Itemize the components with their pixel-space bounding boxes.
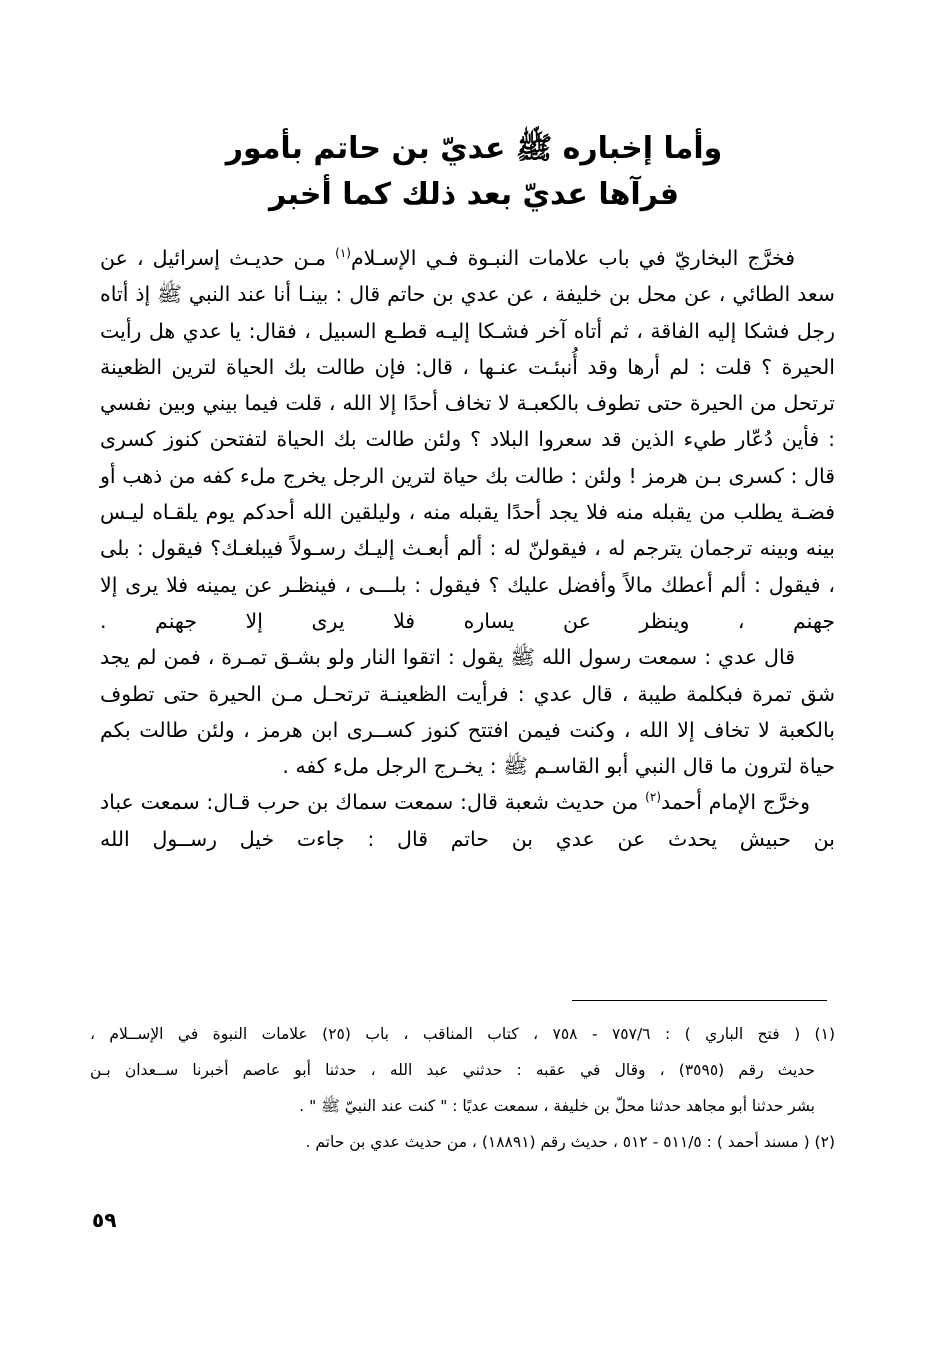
footnotes [90,1016,835,1160]
footnote-1-line-2: حديث رقم (٣٥٩٥) ، وقال في عقبه : حدثني عبد الله ، حدثنا أبو عاصم أخبرنا ســعدان بـن [90,1061,815,1079]
chapter-title-line-2: فرآها عديّ بعد ذلك كما أخبر [269,177,679,212]
footnote-1-line-3: بشر حدثنا أبو مجاهد حدثنا محلّ بن خليفة ، سمعت عديًا : " كنت عند النبيّ ﷺ " . [299,1097,815,1115]
paragraph-3-start: وخرَّج الإمام أحمد [661,790,810,815]
paragraph-3-rest: من حديث شعبة قال: سمعت سماك بن حرب قـال: سمعت عباد بن حبيش يحدث عن عدي بن حاتم قال : جاءت خيل رســول الله [100,790,835,851]
footnote-ref-1[interactable]: (١) [335,246,351,261]
main-text [100,240,835,857]
paragraph-1-start: فخرَّج البخاريّ في باب علامات النبـوة فـي الإسـلام [350,246,795,270]
paragraph-1 [100,240,835,639]
paragraph-2: قال عدي : سمعت رسول الله ﷺ يقول : اتقوا النار ولو بشـق تمـرة ، فمن لم يجد شق تمرة فبكلمة طيبة ، قال عدي : فرأيت الظعينـة ترتحـل مـن الحيرة حتى تطوف بالكعبة لا تخاف إلا الله ، وكنت فيمن افتتح كنوز كســرى ابن هرمز ، ولئن طالت بكم حياة لترون ما قال النبي أبو القاسـم ﷺ : يخـرج الرجل ملء كفه . [100,645,835,779]
footnote-separator [572,1000,827,1001]
footnote-1-line-1: (١) ( فتح الباري ) : ٧٥٧/٦ - ٧٥٨ ، كتاب المناقب ، باب (٢٥) علامات النبوة في الإســلام ، [90,1025,835,1043]
paragraph-1-rest: مـن حديـث إسرائيل ، عن سعد الطائي ، عن محل بن خليفة ، عن عدي بن حاتم قال : بينـا أنا عند النبي ﷺ إذ أتاه رجل فشكا إليه الفاقة ، ثم أتاه آخر فشـكا إليـه قطـع السبيل ، فقال: يا عدي هل رأيت الحيرة ؟ قلت : لم أرها وقد أُنبئـت عنـها ، قال: فإن طالت بك الحياة لترين الظعينة ترتحل من الحيرة حتى تطوف بالكعبـة لا تخاف أحدًا إلا الله ، قلت فيما بيني وبين نفسي : فأين دُعّار طيء الذين قد سعروا البلاد ؟ ولئن طالت بك الحياة لتفتحن كنوز كسرى قال : كسرى بـن هرمز ! ولئن : طالت بك حياة لترين الرجل يخرج ملء كفه من ذهب أو فضـة يطلب من يقبله منه فلا يجد أحدًا يقبله منه ، وليلقين الله أحدكم يوم يلقـاه ليـس بينه وبينه ترجمان يترجم له ، فيقولنّ له : ألم أبعـث إليـك رسـولاً فيبلغـك؟ فيقول : بلى ، فيقول : ألم أعطك مالاً وأفضل عليك ؟ فيقول : بلـــى ، فينظـر عن يمينه فلا يرى إلا جهنم ، وينظر عن يساره فلا يرى إلا جهنم . [100,246,835,633]
chapter-title-line-1: وأما إخباره ﷺ عديّ بن حاتم بأمور [225,131,723,166]
footnote-2: (٢) ( مسند أحمد ) : ٥١١/٥ - ٥١٢ ، حديث رقم (١٨٨٩١) ، من حديث عدي بن حاتم . [305,1133,835,1151]
footnote-ref-2[interactable]: (٢) [645,790,661,805]
paragraph-3 [100,784,835,857]
page-number: ٥٩ [92,1208,117,1232]
